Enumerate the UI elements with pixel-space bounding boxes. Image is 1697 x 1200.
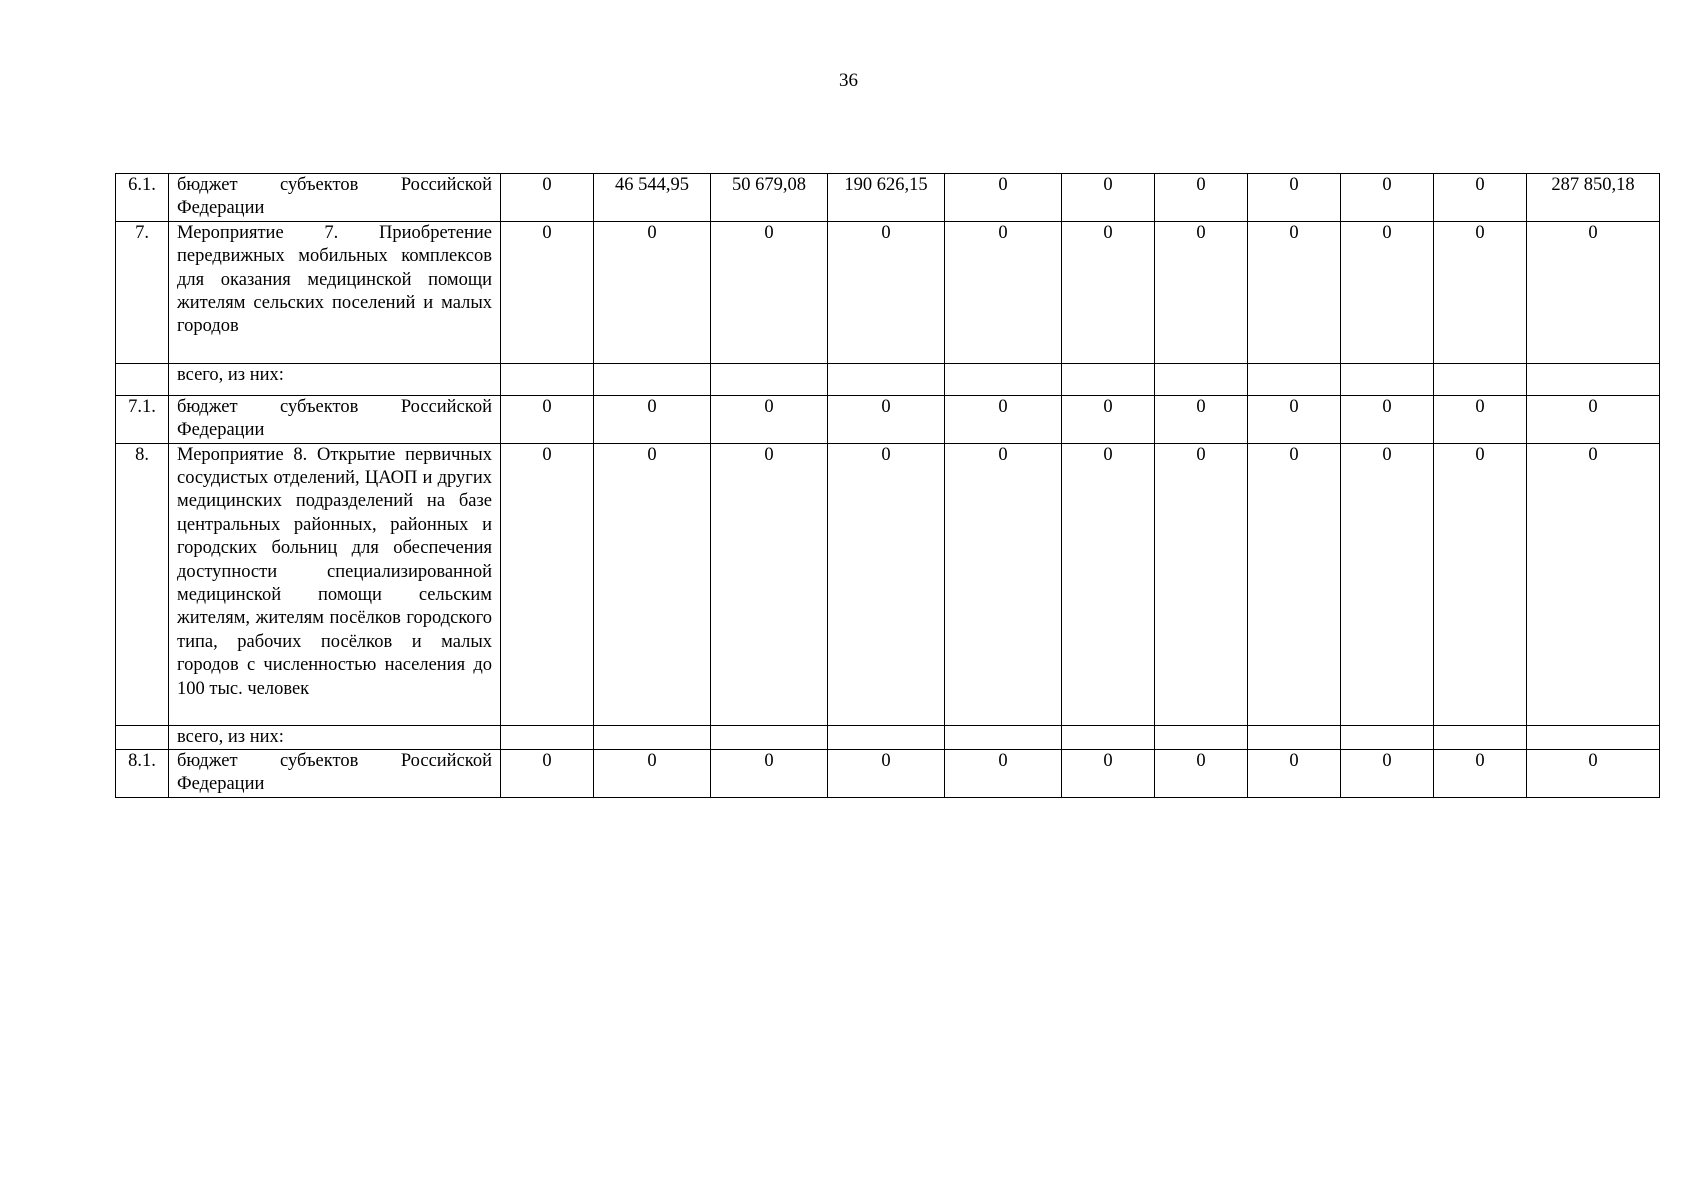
value-cell bbox=[1155, 363, 1248, 395]
value-cell: 0 bbox=[945, 443, 1062, 725]
value-cell: 0 bbox=[945, 750, 1062, 798]
table-row bbox=[116, 725, 1660, 749]
value-cell: 0 bbox=[945, 395, 1062, 443]
value-cell: 0 bbox=[594, 395, 711, 443]
row-index: 8. bbox=[116, 443, 169, 725]
row-index: 6.1. bbox=[116, 174, 169, 222]
value-cell: 0 bbox=[1062, 174, 1155, 222]
value-cell: 0 bbox=[828, 750, 945, 798]
value-cell: 0 bbox=[945, 221, 1062, 363]
value-cell bbox=[501, 363, 594, 395]
value-cell: 0 bbox=[501, 750, 594, 798]
total-cell: 0 bbox=[1527, 443, 1660, 725]
value-cell: 0 bbox=[711, 750, 828, 798]
table-row bbox=[116, 750, 1660, 798]
row-description: Мероприятие 7. Приобретение передвижных мобильных комплексов для оказания медицинской помощи жителям сельских поселений и малых городов bbox=[169, 221, 501, 363]
value-cell: 0 bbox=[828, 395, 945, 443]
value-cell: 0 bbox=[945, 174, 1062, 222]
row-index: 8.1. bbox=[116, 750, 169, 798]
value-cell: 0 bbox=[1155, 395, 1248, 443]
total-cell: 287 850,18 bbox=[1527, 174, 1660, 222]
value-cell bbox=[594, 725, 711, 749]
value-cell bbox=[1062, 363, 1155, 395]
table-row bbox=[116, 443, 1660, 725]
total-cell: 0 bbox=[1527, 395, 1660, 443]
value-cell bbox=[711, 363, 828, 395]
value-cell: 46 544,95 bbox=[594, 174, 711, 222]
value-cell: 0 bbox=[594, 750, 711, 798]
row-index bbox=[116, 725, 169, 749]
value-cell: 0 bbox=[1248, 221, 1341, 363]
total-cell: 0 bbox=[1527, 221, 1660, 363]
value-cell: 190 626,15 bbox=[828, 174, 945, 222]
value-cell: 0 bbox=[1341, 395, 1434, 443]
value-cell: 0 bbox=[828, 221, 945, 363]
row-index: 7.1. bbox=[116, 395, 169, 443]
value-cell bbox=[945, 725, 1062, 749]
value-cell: 0 bbox=[1155, 174, 1248, 222]
row-description: всего, из них: bbox=[169, 363, 501, 395]
value-cell: 0 bbox=[1248, 174, 1341, 222]
budget-table bbox=[115, 173, 1660, 798]
value-cell: 0 bbox=[711, 443, 828, 725]
value-cell bbox=[945, 363, 1062, 395]
table-row bbox=[116, 363, 1660, 395]
value-cell: 0 bbox=[1248, 395, 1341, 443]
row-index bbox=[116, 363, 169, 395]
value-cell: 0 bbox=[594, 443, 711, 725]
total-cell: 0 bbox=[1527, 750, 1660, 798]
value-cell: 0 bbox=[1155, 221, 1248, 363]
table-row bbox=[116, 395, 1660, 443]
value-cell: 50 679,08 bbox=[711, 174, 828, 222]
value-cell: 0 bbox=[1341, 750, 1434, 798]
value-cell: 0 bbox=[1062, 443, 1155, 725]
value-cell: 0 bbox=[711, 395, 828, 443]
value-cell: 0 bbox=[828, 443, 945, 725]
row-description: бюджет субъектов Российской Федерации bbox=[169, 174, 501, 222]
value-cell: 0 bbox=[1434, 750, 1527, 798]
value-cell: 0 bbox=[1341, 174, 1434, 222]
value-cell: 0 bbox=[594, 221, 711, 363]
value-cell: 0 bbox=[501, 174, 594, 222]
value-cell bbox=[1341, 363, 1434, 395]
value-cell: 0 bbox=[1155, 750, 1248, 798]
total-cell bbox=[1527, 725, 1660, 749]
value-cell bbox=[1248, 363, 1341, 395]
row-description: Мероприятие 8. Открытие первичных сосудистых отделений, ЦАОП и других медицинских подразделений на базе центральных районных, районных и городских больниц для обеспечения доступности специализированной медицинской помощи сельским жителям, жителям посёлков городского типа, рабочих посёлков и малых городов с численностью населения до 100 тыс. человек bbox=[169, 443, 501, 725]
value-cell bbox=[1062, 725, 1155, 749]
value-cell: 0 bbox=[1062, 221, 1155, 363]
table-row bbox=[116, 221, 1660, 363]
value-cell bbox=[828, 725, 945, 749]
value-cell: 0 bbox=[1434, 443, 1527, 725]
row-description: бюджет субъектов Российской Федерации bbox=[169, 750, 501, 798]
value-cell: 0 bbox=[501, 221, 594, 363]
value-cell: 0 bbox=[1062, 750, 1155, 798]
value-cell: 0 bbox=[501, 443, 594, 725]
value-cell: 0 bbox=[501, 395, 594, 443]
value-cell bbox=[501, 725, 594, 749]
value-cell bbox=[1155, 725, 1248, 749]
value-cell bbox=[828, 363, 945, 395]
page-number: 36 bbox=[839, 70, 858, 91]
value-cell: 0 bbox=[711, 221, 828, 363]
value-cell: 0 bbox=[1434, 221, 1527, 363]
total-cell bbox=[1527, 363, 1660, 395]
value-cell: 0 bbox=[1434, 174, 1527, 222]
value-cell bbox=[1434, 725, 1527, 749]
value-cell: 0 bbox=[1341, 221, 1434, 363]
value-cell: 0 bbox=[1248, 443, 1341, 725]
value-cell bbox=[594, 363, 711, 395]
row-index: 7. bbox=[116, 221, 169, 363]
value-cell: 0 bbox=[1341, 443, 1434, 725]
value-cell: 0 bbox=[1062, 395, 1155, 443]
row-description: всего, из них: bbox=[169, 725, 501, 749]
value-cell: 0 bbox=[1434, 395, 1527, 443]
value-cell: 0 bbox=[1248, 750, 1341, 798]
table-row bbox=[116, 174, 1660, 222]
value-cell: 0 bbox=[1155, 443, 1248, 725]
value-cell bbox=[1248, 725, 1341, 749]
value-cell bbox=[711, 725, 828, 749]
row-description: бюджет субъектов Российской Федерации bbox=[169, 395, 501, 443]
value-cell bbox=[1434, 363, 1527, 395]
value-cell bbox=[1341, 725, 1434, 749]
